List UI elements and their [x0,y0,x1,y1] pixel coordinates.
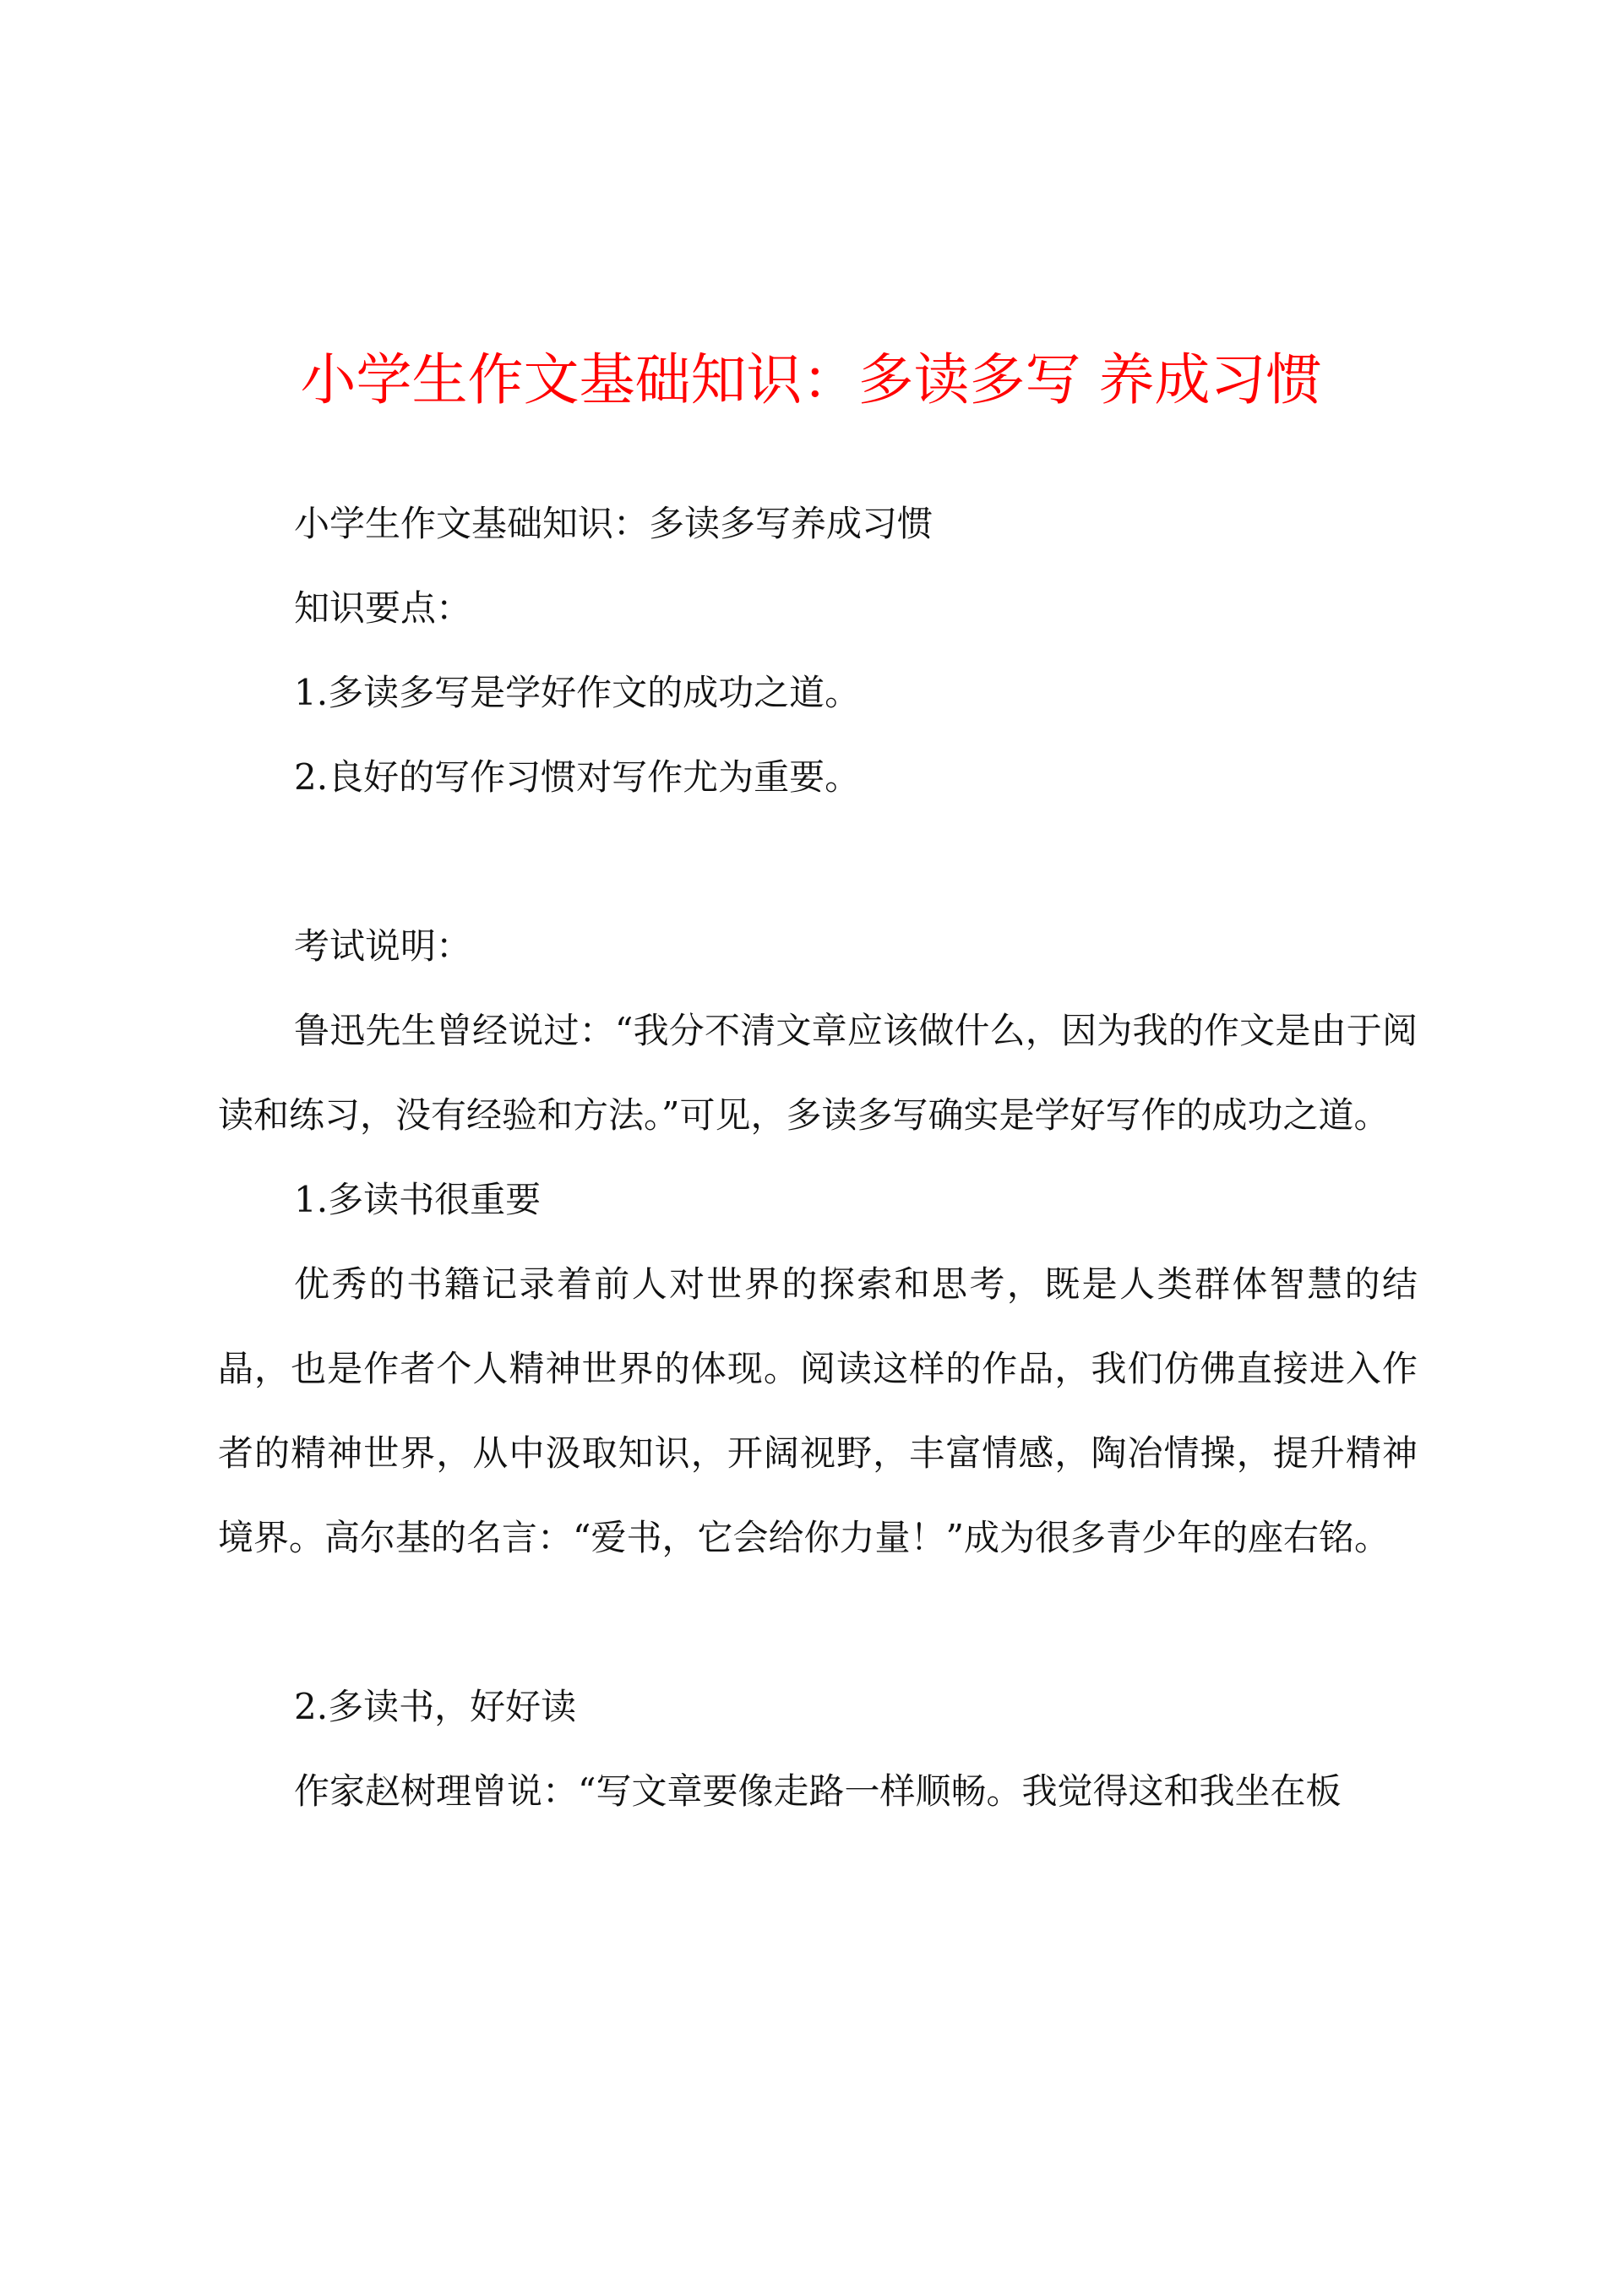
section-heading-read-more: 1.多读书很重要 [294,1179,542,1220]
document-title: 小学生作文基础知识：多读多写 养成习惯 [300,347,1322,412]
zhao-shuli-quote-paragraph: 作家赵树理曾说：“写文章要像走路一样顺畅。我觉得这和我坐在板 [294,1770,1342,1812]
exam-notes-heading: 考试说明： [294,925,472,967]
knowledge-point-2: 2.良好的写作习惯对写作尤为重要。 [294,756,861,798]
books-importance-paragraph: 优秀的书籍记录着前人对世界的探索和思考，既是人类群体智慧的结晶，也是作者个人精神世界的体现。阅读这样的作品，我们仿佛直接进入作者的精神世界，从中汲取知识，开阔视野，丰富情感，陶冶情操，提升精神境界。高尔基的名言：“爱书，它会给你力量！”成为很多青少年的座右铭。 [218,1263,1418,1558]
document-body [218,482,1418,1834]
luxun-quote-paragraph: 鲁迅先生曾经说过：“我分不清文章应该做什么，因为我的作文是由于阅读和练习，没有经验和方法。”可见，多读多写确实是学好写作的成功之道。 [218,1010,1418,1136]
knowledge-points-heading: 知识要点： [294,587,472,629]
section-heading-read-well: 2.多读书，好好读 [294,1686,577,1727]
knowledge-point-1: 1.多读多写是学好作文的成功之道。 [294,672,861,713]
subtitle-line: 小学生作文基础知识：多读多写养成习惯 [294,503,933,544]
